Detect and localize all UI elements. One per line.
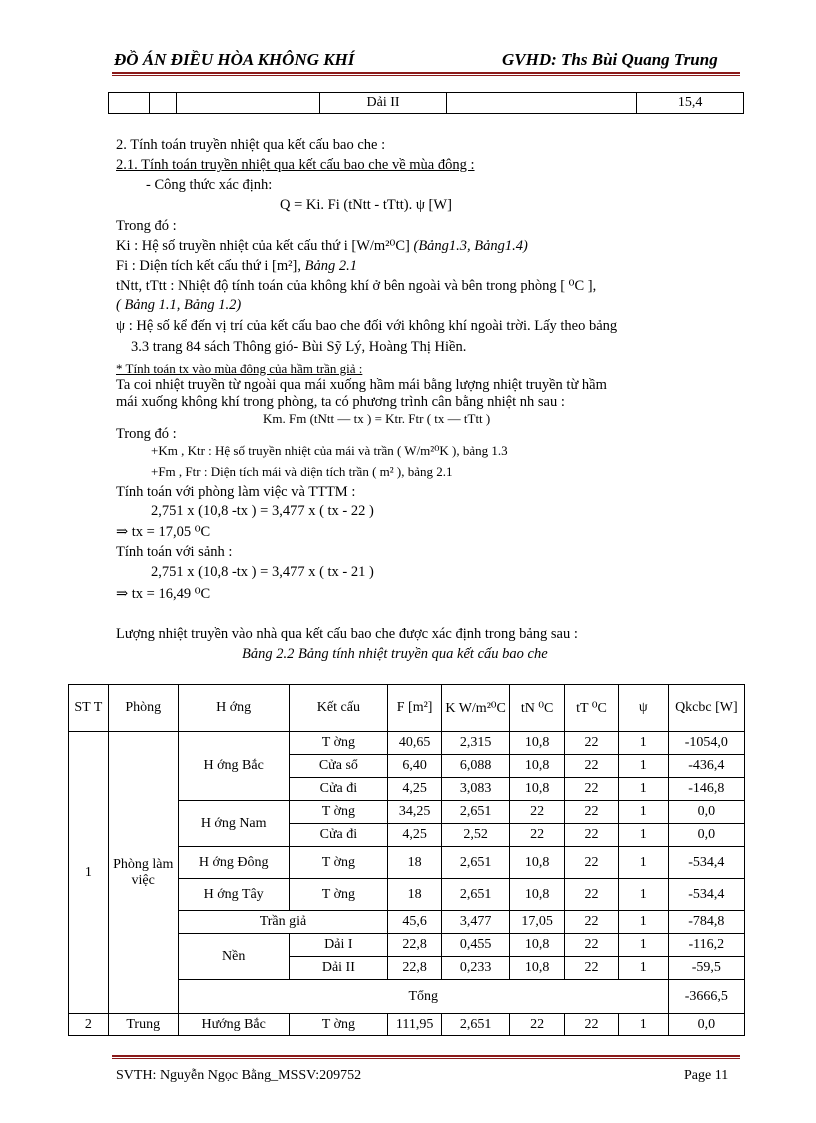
total-label: Tổng <box>178 980 668 1014</box>
col-room: Phòng <box>108 685 178 732</box>
cell: 22 <box>565 934 619 957</box>
cell: 0,0 <box>668 801 744 824</box>
cell: Dải II <box>289 957 388 980</box>
cell: 22,8 <box>388 934 442 957</box>
footer-rule <box>112 1055 740 1057</box>
def-fi-ref: Bảng 2.1 <box>304 258 357 274</box>
cell: Cửa đi <box>289 824 388 847</box>
def-km <box>151 443 508 459</box>
cell: 22,8 <box>388 957 442 980</box>
cell: 2,651 <box>442 801 510 824</box>
header-rule <box>112 72 740 74</box>
cell: 6,40 <box>388 755 442 778</box>
cell: 3,477 <box>442 911 510 934</box>
cell: 0,455 <box>442 934 510 957</box>
group-dong: H ớng Đông <box>178 847 289 879</box>
cell: -436,4 <box>668 755 744 778</box>
cell: 22 <box>565 801 619 824</box>
cell: 10,8 <box>510 934 565 957</box>
calc-2-result: ⇒ tx = 16,49 ⁰C <box>116 586 211 602</box>
section-2-1: 2.1. Tính toán truyền nhiệt qua kết cấu bao che về mùa đông : <box>116 157 475 173</box>
group-nam: H ớng Nam <box>178 801 289 847</box>
calc-1-title: Tính toán với phòng làm việc và TTTM : <box>116 484 356 500</box>
cell: -534,4 <box>668 847 744 879</box>
header-instructor: GVHD: Ths Bùi Quang Trung <box>502 50 718 69</box>
heat-table <box>68 684 745 1036</box>
tx-title: * Tính toán tx vào mùa đông của hầm trần giả : <box>116 361 363 376</box>
cell: 1 <box>618 824 668 847</box>
table-row <box>69 1014 745 1036</box>
calc-1-result: ⇒ tx = 17,05 ⁰C <box>116 524 211 540</box>
def-tn-ref: ( Bảng 1.1, Bảng 1.2) <box>116 297 242 313</box>
col-psi: ψ <box>618 685 668 732</box>
def-ki <box>116 238 528 255</box>
group-bac: H ớng Bắc <box>178 732 289 801</box>
group-nen: Nền <box>178 934 289 980</box>
cell: -59,5 <box>668 957 744 980</box>
header-title: ĐỒ ÁN ĐIỀU HÒA KHÔNG KHÍ <box>114 50 355 69</box>
cell: T ờng <box>289 801 388 824</box>
cell: 6,088 <box>442 755 510 778</box>
cell: 1 <box>618 934 668 957</box>
cell: Cửa sổ <box>289 755 388 778</box>
cell: 22 <box>565 778 619 801</box>
cell: 22 <box>565 957 619 980</box>
cell: -534,4 <box>668 879 744 911</box>
trong-do-1: Trong đó : <box>116 218 177 234</box>
col-tt: tT ⁰C <box>565 685 619 732</box>
cell: 40,65 <box>388 732 442 755</box>
cell: 22 <box>565 847 619 879</box>
def-ki-text: Ki : Hệ số truyền nhiệt của kết cấu thứ i [W/m²⁰C] <box>116 238 410 254</box>
def-fm-text: +Fm , Ftr : Diện tích mái và diện tích trần ( m² ), <box>151 464 405 479</box>
cell: -116,2 <box>668 934 744 957</box>
cell: T ờng <box>289 847 388 879</box>
cell: 18 <box>388 847 442 879</box>
header-rule-thin <box>112 75 740 76</box>
def-fm <box>151 464 453 480</box>
cell: T ờng <box>289 1014 388 1036</box>
cell: 0,0 <box>668 1014 744 1036</box>
col-q: Qkcbc [W] <box>668 685 744 732</box>
cell: 22 <box>565 824 619 847</box>
cell: 1 <box>618 801 668 824</box>
room-1: Phòng làm việc <box>108 732 178 1014</box>
cell: 10,8 <box>510 755 565 778</box>
cell: 1 <box>618 879 668 911</box>
cell: -146,8 <box>668 778 744 801</box>
cell: 22 <box>565 1014 619 1036</box>
cell: 1 <box>618 778 668 801</box>
cell: 1 <box>618 957 668 980</box>
cell: Trung <box>108 1014 178 1036</box>
cell: 10,8 <box>510 778 565 801</box>
col-stt: ST T <box>69 685 109 732</box>
cell: 10,8 <box>510 957 565 980</box>
cell: 1 <box>618 911 668 934</box>
def-fm-ref: bảng 2.1 <box>407 464 453 479</box>
cell: -784,8 <box>668 911 744 934</box>
cell: 0,233 <box>442 957 510 980</box>
def-ki-ref: (Bảng1.3, Bảng1.4) <box>413 238 528 254</box>
calc-2-title: Tính toán với sảnh : <box>116 544 233 560</box>
calc-2-eq: 2,751 x (10,8 -tx ) = 3,477 x ( tx - 21 ) <box>151 564 374 580</box>
cell: 10,8 <box>510 847 565 879</box>
cell: Dải I <box>289 934 388 957</box>
cell: 2 <box>69 1014 109 1036</box>
para-1: Ta coi nhiệt truyền từ ngoài qua mái xuống hầm mái bằng lượng nhiệt truyền từ hầm <box>116 377 607 393</box>
cell: 45,6 <box>388 911 442 934</box>
cell: Cửa đi <box>289 778 388 801</box>
cell: 2,651 <box>442 1014 510 1036</box>
cell: 18 <box>388 879 442 911</box>
cell: -1054,0 <box>668 732 744 755</box>
top-table-label: Dải II <box>320 93 447 114</box>
cell: 22 <box>565 879 619 911</box>
col-tn: tN ⁰C <box>510 685 565 732</box>
table-intro: Lượng nhiệt truyền vào nhà qua kết cấu bao che được xác định trong bảng sau : <box>116 626 578 642</box>
def-km-ref: bảng 1.3 <box>462 443 508 458</box>
stt-1: 1 <box>69 732 109 1014</box>
formula-bullet: - Công thức xác định: <box>146 177 273 193</box>
cell: Hướng Bắc <box>178 1014 289 1036</box>
top-table <box>108 92 744 114</box>
cell: 22 <box>565 755 619 778</box>
trong-do-2: Trong đó : <box>116 426 177 442</box>
cell: 22 <box>565 732 619 755</box>
cell: 34,25 <box>388 801 442 824</box>
total-value: -3666,5 <box>668 980 744 1014</box>
cell: 22 <box>565 911 619 934</box>
table-row <box>69 732 745 755</box>
cell: T ờng <box>289 879 388 911</box>
def-fi-text: Fi : Diện tích kết cấu thứ i [m²], <box>116 258 301 274</box>
cell: 3,083 <box>442 778 510 801</box>
cell: 2,52 <box>442 824 510 847</box>
cell: 2,651 <box>442 879 510 911</box>
def-tn: tNtt, tTtt : Nhiệt độ tính toán của không khí ở bên ngoài và bên trong phòng [ ⁰C ], <box>116 278 597 294</box>
col-f: F [m²] <box>388 685 442 732</box>
footer-student: SVTH: Nguyễn Ngọc Bằng_MSSV:209752 <box>116 1068 362 1083</box>
cell: 2,651 <box>442 847 510 879</box>
balance-equation: Km. Fm (tNtt — tx ) = Ktr. Ftr ( tx — tTtt ) <box>263 411 491 426</box>
col-k: K W/m²⁰C <box>442 685 510 732</box>
formula-main: Q = Ki. Fi (tNtt - tTtt). ψ [W] <box>280 197 452 213</box>
cell: 1 <box>618 847 668 879</box>
cell: 17,05 <box>510 911 565 934</box>
group-tran: Trần giả <box>178 911 387 934</box>
def-psi-2: 3.3 trang 84 sách Thông gió- Bùi Sỹ Lý, Hoàng Thị Hiền. <box>131 339 467 355</box>
cell: 22 <box>510 824 565 847</box>
col-structure: Kết cấu <box>289 685 388 732</box>
cell: 2,315 <box>442 732 510 755</box>
cell: 111,95 <box>388 1014 442 1036</box>
calc-1-eq: 2,751 x (10,8 -tx ) = 3,477 x ( tx - 22 ) <box>151 503 374 519</box>
section-2: 2. Tính toán truyền nhiệt qua kết cấu bao che : <box>116 137 386 153</box>
def-km-text: +Km , Ktr : Hệ số truyền nhiệt của mái và trần ( W/m²⁰K ), <box>151 443 460 458</box>
cell: 10,8 <box>510 879 565 911</box>
def-fi <box>116 258 357 275</box>
col-direction: H ớng <box>178 685 289 732</box>
cell: 10,8 <box>510 732 565 755</box>
group-tay: H ớng Tây <box>178 879 289 911</box>
cell: 4,25 <box>388 778 442 801</box>
para-2: mái xuống không khí trong phòng, ta có phương trình cân bằng nhiệt nh sau : <box>116 394 565 410</box>
cell: 22 <box>510 801 565 824</box>
cell: 1 <box>618 755 668 778</box>
cell: 0,0 <box>668 824 744 847</box>
cell: 4,25 <box>388 824 442 847</box>
footer-rule-thin <box>112 1058 740 1059</box>
top-table-value: 15,4 <box>637 93 744 114</box>
cell: 22 <box>510 1014 565 1036</box>
cell: 1 <box>618 1014 668 1036</box>
table-caption: Bảng 2.2 Bảng tính nhiệt truyền qua kết cấu bao che <box>242 646 548 662</box>
cell: 1 <box>618 732 668 755</box>
def-psi-1: ψ : Hệ số kể đến vị trí của kết cấu bao che đối với không khí ngoài trời. Lấy theo bảng <box>116 318 618 334</box>
page-number: Page 11 <box>684 1068 729 1083</box>
cell: T ờng <box>289 732 388 755</box>
